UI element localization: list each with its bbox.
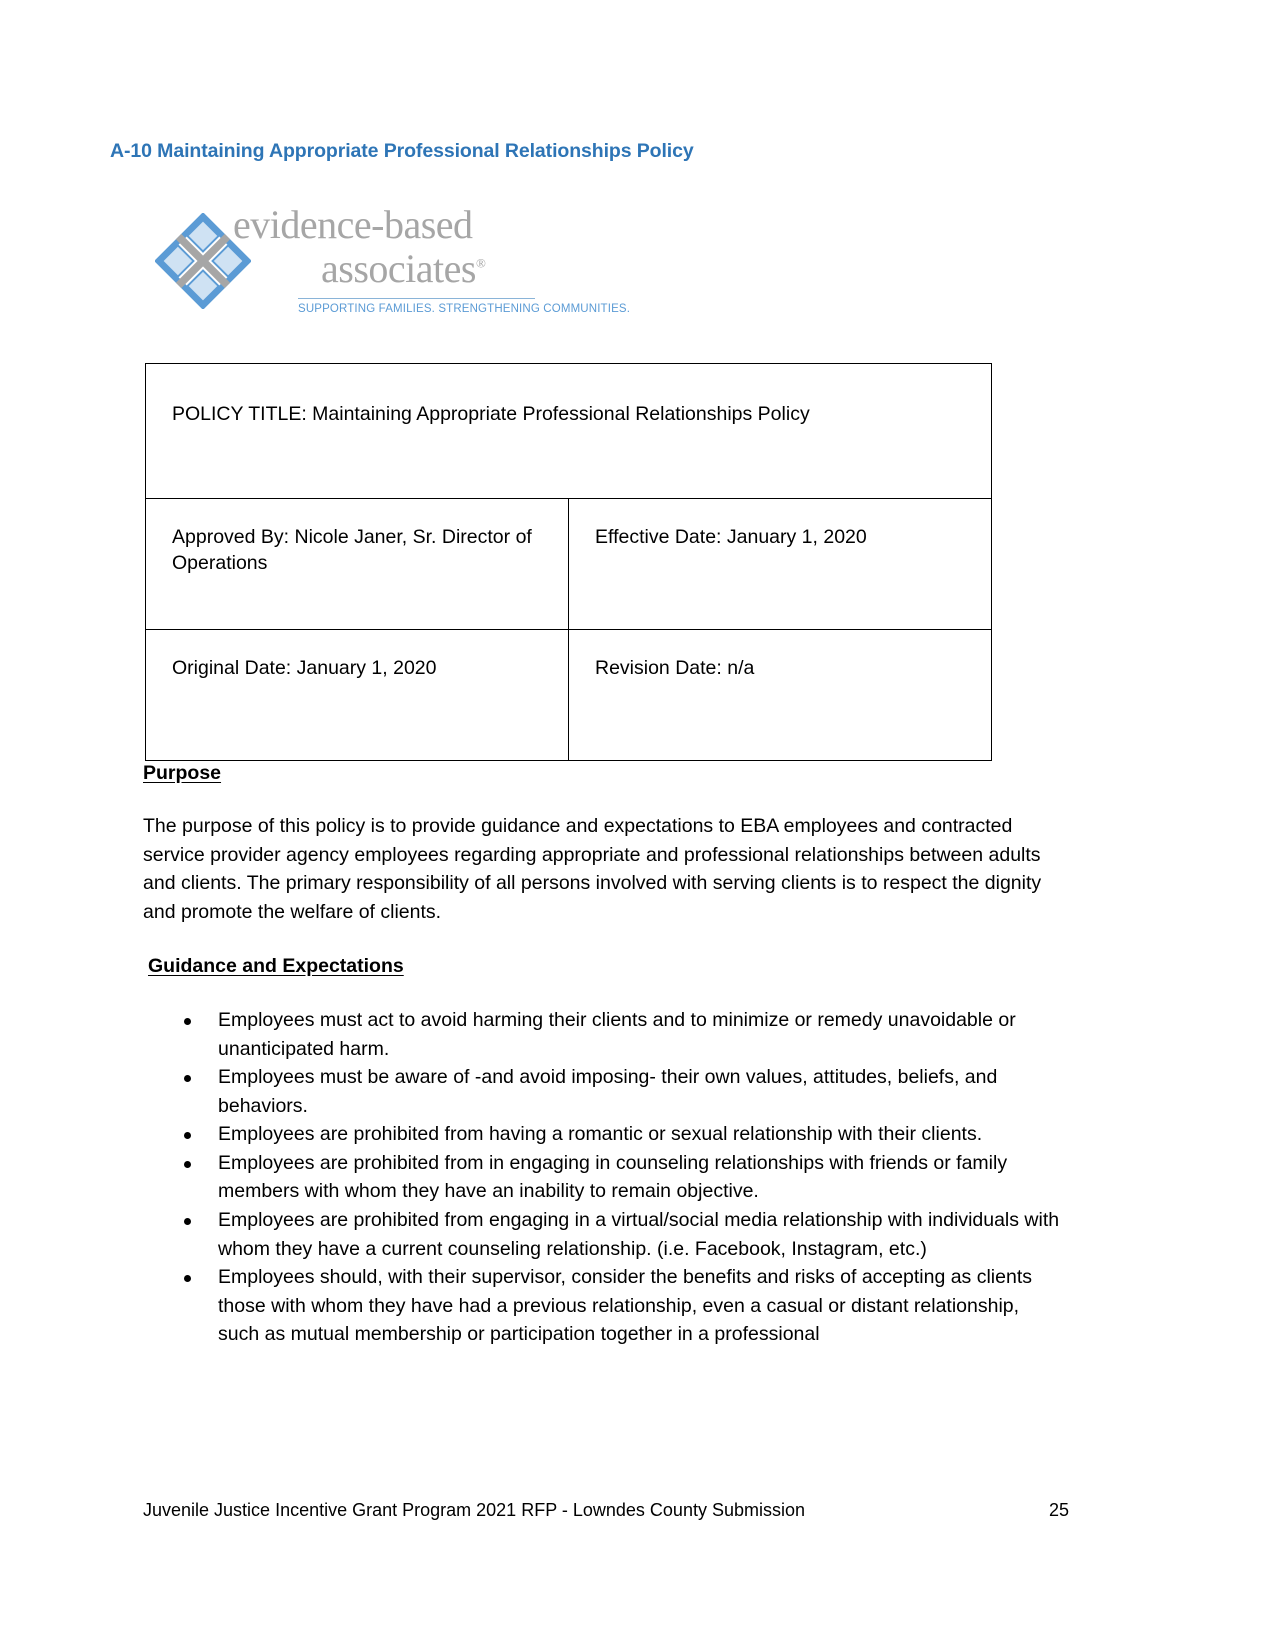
bullet-dot-icon <box>184 1018 191 1025</box>
list-item <box>178 1263 1062 1349</box>
bullet-dot-icon <box>184 1161 191 1168</box>
list-item <box>178 1006 1062 1063</box>
purpose-paragraph: The purpose of this policy is to provide guidance and expectations to EBA employees and contracted service provider agency employees regarding appropriate and professional relationships between adults and clients. The primary responsibility of all persons involved with serving clients is to respect the dignity and promote the welfare of clients. <box>143 815 1042 923</box>
logo-line-two <box>321 246 553 291</box>
bullet-dot-icon <box>184 1075 191 1082</box>
table-row <box>146 364 992 499</box>
footer-text: Juvenile Justice Incentive Grant Program 2021 RFP - Lowndes County Submission <box>143 1500 805 1520</box>
bullet-dot-icon <box>184 1132 191 1139</box>
guidance-bullet-list <box>178 1006 1062 1349</box>
logo-divider <box>298 298 535 299</box>
table-row <box>146 499 992 630</box>
list-item-text: Employees must act to avoid harming their clients and to minimize or remedy unavoidable or unanticipated harm. <box>218 1009 1016 1060</box>
original-date-cell: Original Date: January 1, 2020 <box>146 630 569 761</box>
revision-date-cell: Revision Date: n/a <box>569 630 992 761</box>
table-row <box>146 630 992 761</box>
page-title: A-10 Maintaining Appropriate Professional Relationships Policy <box>110 140 694 162</box>
approved-by-cell: Approved By: Nicole Janer, Sr. Director of Operations <box>146 499 569 630</box>
effective-date-cell: Effective Date: January 1, 2020 <box>569 499 992 630</box>
list-item-text: Employees are prohibited from engaging in a virtual/social media relationship with individuals with whom they have a current counseling relationship. (i.e. Facebook, Instagram, etc.) <box>218 1208 1060 1260</box>
bullet-dot-icon <box>184 1218 191 1225</box>
policy-title-cell: POLICY TITLE: Maintaining Appropriate Professional Relationships Policy <box>146 364 992 499</box>
logo-tagline: SUPPORTING FAMILIES. STRENGTHENING COMMUNITIES. <box>298 303 631 315</box>
bullet-dot-icon <box>184 1275 191 1282</box>
list-item-text: Employees should, with their supervisor, consider the benefits and risks of accepting as clients those with whom they have had a previous relationship, even a casual or distant relationship, such as mutual membership or participation together in a professional <box>218 1266 1033 1346</box>
logo-line-two-text: associates <box>321 246 476 291</box>
registered-trademark-icon: ® <box>475 255 486 271</box>
list-item <box>178 1120 1062 1149</box>
policy-metadata-table <box>145 363 992 761</box>
footer-page-number: 25 <box>1048 1500 1069 1520</box>
list-item <box>178 1149 1062 1206</box>
list-item <box>178 1063 1062 1120</box>
logo-line-one: evidence-based <box>233 202 473 247</box>
guidance-and-expectations-heading: Guidance and Expectations <box>148 955 404 977</box>
purpose-heading: Purpose <box>143 762 222 784</box>
company-logo <box>155 202 631 330</box>
list-item <box>178 1206 1062 1263</box>
list-item-text: Employees are prohibited from in engaging in counseling relationships with friends or family members with whom they have an inability to remain objective. <box>218 1151 1008 1203</box>
list-item-text: Employees are prohibited from having a romantic or sexual relationship with their clients. <box>218 1123 983 1146</box>
page-footer <box>143 1500 1069 1521</box>
logo-wordmark <box>233 202 553 291</box>
list-item-text: Employees must be aware of -and avoid imposing- their own values, attitudes, beliefs, and behaviors. <box>218 1066 998 1117</box>
